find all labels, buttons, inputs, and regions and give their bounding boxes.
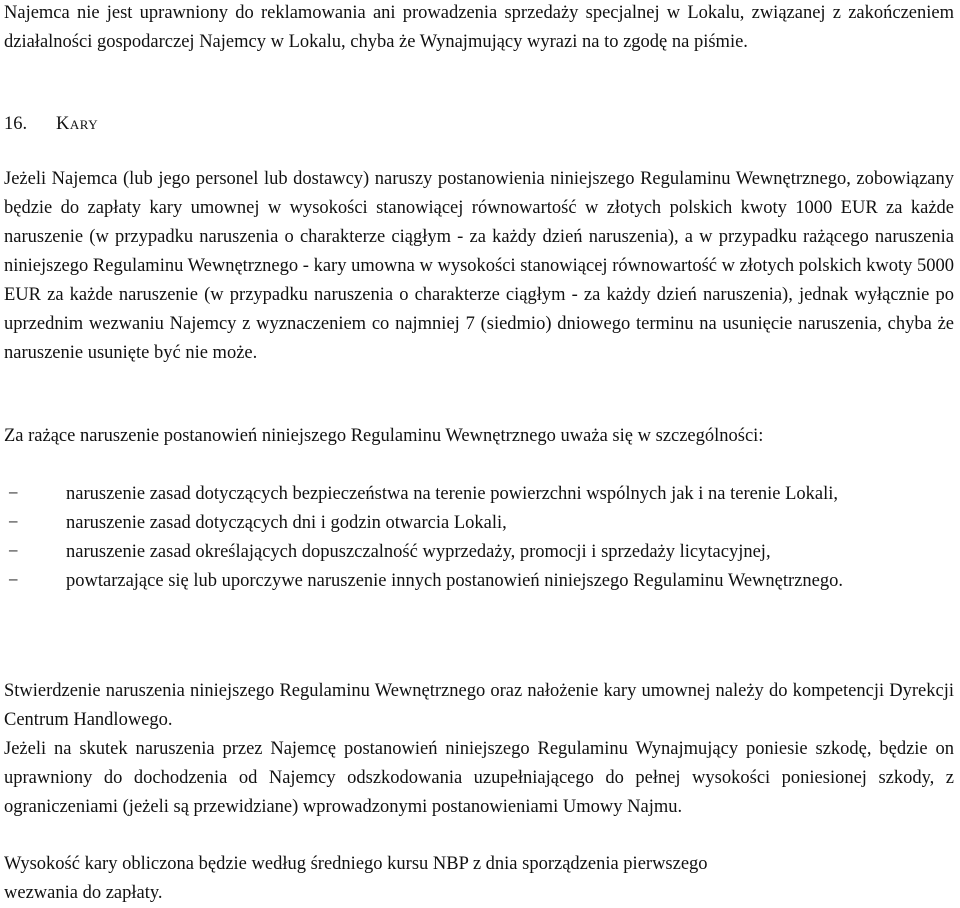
section-heading bbox=[4, 110, 98, 139]
list-item-text: naruszenie zasad dotyczących dni i godzin otwarcia Lokali, bbox=[66, 513, 507, 533]
section-number: 16. bbox=[4, 114, 28, 134]
intro-paragraph: Najemca nie jest uprawniony do reklamowania ani prowadzenia sprzedaży specjalnej w Lokalu, związanej z zakończeniem działalności gospodarczej Najemcy w Lokalu, chyba że Wynajmujący wyrazi na to zgodę na piśmie. bbox=[4, 3, 954, 52]
violation-list bbox=[4, 480, 954, 596]
exchange-rate-line-1: Wysokość kary obliczona będzie według średniego kursu NBP z dnia sporządzenia pierwszego bbox=[4, 854, 708, 874]
list-item bbox=[4, 509, 954, 538]
determination-paragraph: Stwierdzenie naruszenia niniejszego Regulaminu Wewnętrznego oraz nałożenie kary umownej należy do kompetencji Dyrekcji Centrum Handlowego. bbox=[4, 681, 954, 730]
damages-paragraph: Jeżeli na skutek naruszenia przez Najemcę postanowień niniejszego Regulaminu Wynajmujący poniesie szkodę, będzie on uprawniony do dochodzenia od Najemcy odszkodowania uzupełniającego do pełnej wysokości poniesionej szkody, z ograniczeniami (jeżeli są przewidziane) wprowadzonymi postanowieniami Umowy Najmu. bbox=[4, 739, 954, 817]
gross-violation-paragraph: Za rażące naruszenie postanowień niniejszego Regulaminu Wewnętrznego uważa się w szczególności: bbox=[4, 426, 764, 446]
dash-bullet: − bbox=[8, 542, 19, 562]
penalty-paragraph: Jeżeli Najemca (lub jego personel lub dostawcy) naruszy postanowienia niniejszego Regulaminu Wewnętrznego, zobowiązany będzie do zapłaty kary umownej w wysokości stanowiącej równowartość w złotych polskich kwoty 1000 EUR za każde naruszenie (w przypadku naruszenia o charakterze ciągłym - za każdy dzień naruszenia), a w przypadku rażącego naruszenia niniejszego Regulaminu Wewnętrznego - kary umowna w wysokości stanowiącej równowartość w złotych polskich kwoty 5000 EUR za każde naruszenie (w przypadku naruszenia o charakterze ciągłym - za każdy dzień naruszenia), jednak wyłącznie po uprzednim wezwaniu Najemcy z wyznaczeniem co najmniej 7 (siedmio) dniowego terminu na usunięcie naruszenia, chyba że naruszenie usunięte być nie może. bbox=[4, 169, 954, 363]
dash-bullet: − bbox=[8, 571, 19, 591]
exchange-rate-line-2: wezwania do zapłaty. bbox=[4, 883, 163, 903]
list-item-text: naruszenie zasad dotyczących bezpieczeństwa na terenie powierzchni wspólnych jak i na terenie Lokali, bbox=[66, 484, 839, 504]
list-item-text: powtarzające się lub uporczywe naruszenie innych postanowień niniejszego Regulaminu Wewnętrznego. bbox=[66, 571, 843, 591]
section-title: Kary bbox=[56, 114, 99, 134]
dash-bullet: − bbox=[8, 484, 19, 504]
list-item bbox=[4, 567, 954, 596]
list-item bbox=[4, 480, 954, 509]
list-item bbox=[4, 538, 954, 567]
exchange-rate-paragraph bbox=[4, 850, 954, 908]
list-item-text: naruszenie zasad określających dopuszczalność wyprzedaży, promocji i sprzedaży licytacyjnej, bbox=[66, 542, 771, 562]
dash-bullet: − bbox=[8, 513, 19, 533]
